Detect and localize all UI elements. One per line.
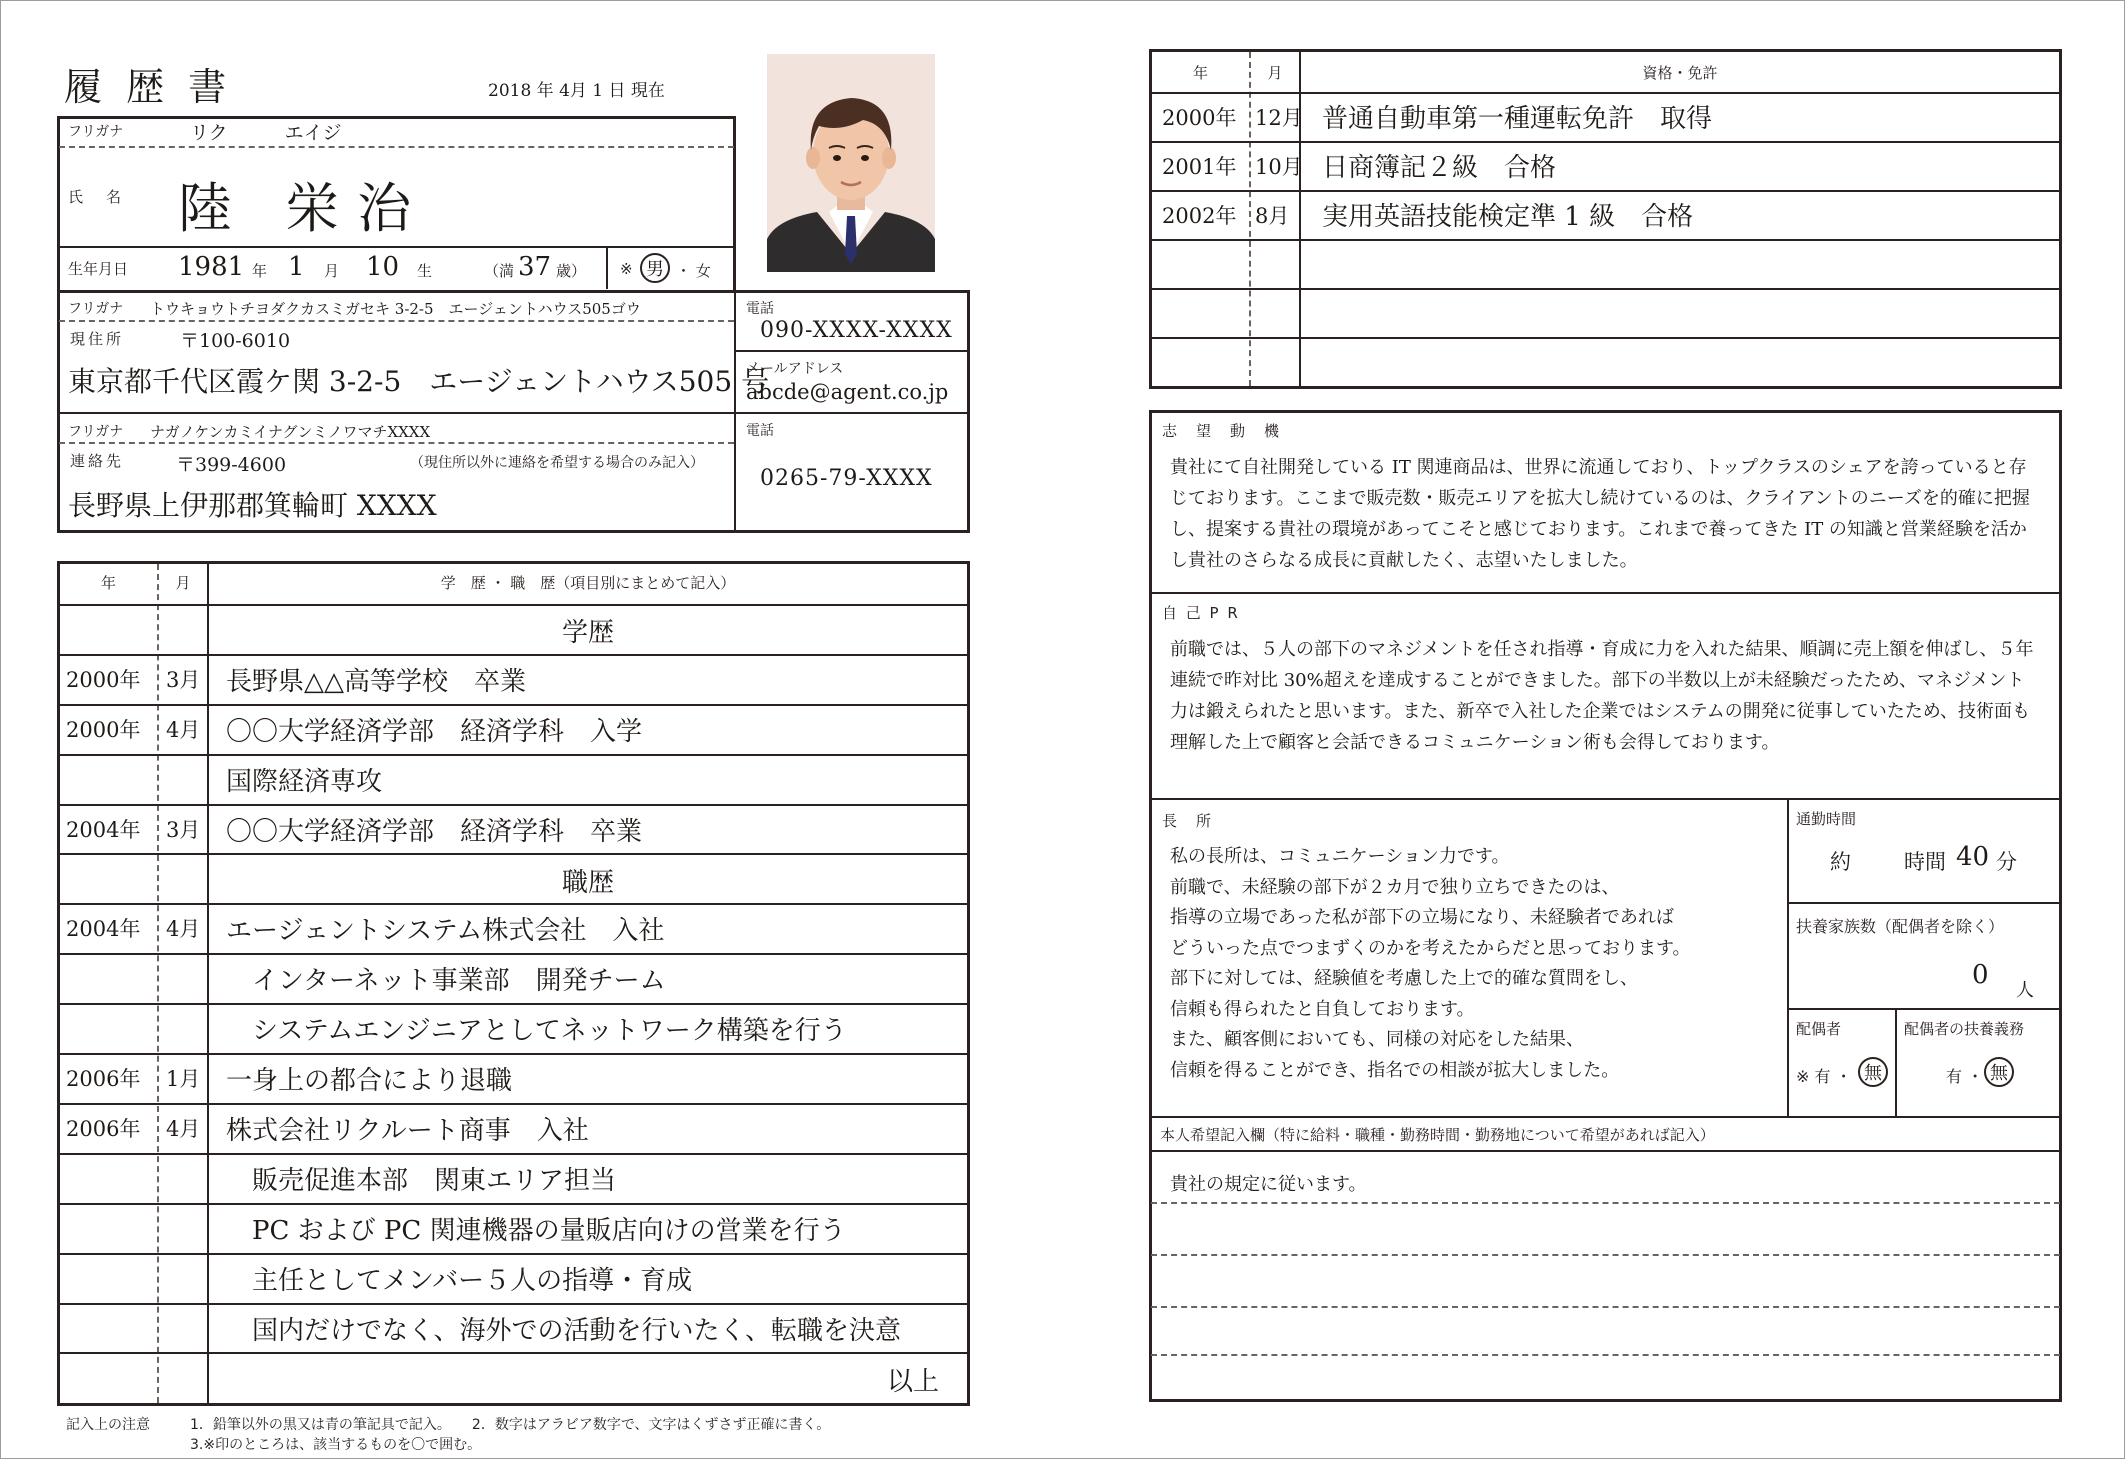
licenses-col-content: 資格・免許 — [1642, 64, 1718, 82]
history-row — [60, 903, 967, 953]
dependents-value: 0 — [1972, 960, 1989, 990]
notes-label: 記入上の注意 — [66, 1417, 150, 1433]
commute-prefix: 約 — [1830, 850, 1851, 874]
history-year: 2006年 — [66, 1067, 141, 1092]
license-entry: 実用英語技能検定準 1 級 合格 — [1322, 202, 1694, 232]
history-entry: システムエンジニアとしてネットワーク構築を行う — [226, 1016, 847, 1047]
contact-note: （現住所以外に連絡を希望する場合のみ記入） — [410, 455, 704, 471]
spouse-prefix: ※ 有 ・ — [1796, 1067, 1852, 1086]
history-month: 4月 — [166, 1117, 201, 1141]
contact-phone-label: 電話 — [746, 423, 774, 439]
divider — [59, 412, 968, 414]
motivation-label: 志 望 動 機 — [1162, 422, 1282, 440]
history-year: 2006年 — [66, 1117, 141, 1141]
license-year: 2001年 — [1162, 155, 1237, 179]
history-month: 3月 — [166, 667, 201, 692]
wishes-text: 貴社の規定に従います。 — [1170, 1174, 1367, 1195]
history-row — [60, 654, 967, 704]
spouse-none-circled: 無 — [1858, 1057, 1888, 1087]
notes-line-2: 3.※印のところは、該当するものを〇で囲む。 — [190, 1437, 482, 1453]
license-year: 2002年 — [1162, 204, 1237, 228]
history-entry: エージェントシステム株式会社 入社 — [226, 916, 665, 947]
date-current: 2018 年 4月 1 日 現在 — [488, 81, 665, 101]
history-entry: 販売促進本部 関東エリア担当 — [226, 1165, 617, 1196]
divider — [1789, 902, 2060, 904]
license-row — [1152, 190, 2059, 239]
history-entry: 株式会社リクルート商事 入社 — [226, 1116, 589, 1146]
birth-month: 1 — [288, 252, 305, 282]
address-value: 東京都千代区霞ケ関 3-2-5 エージェントハウス505 号 — [68, 365, 770, 398]
licenses-table — [1149, 49, 2062, 389]
support-prefix: 有 ・ — [1946, 1067, 1984, 1086]
address-postal: 〒100-6010 — [180, 330, 291, 352]
history-entry: 〇〇大学経済学部 経済学科 入学 — [226, 716, 643, 747]
history-row — [60, 1303, 967, 1353]
divider — [1151, 1202, 2060, 1204]
history-year: 2004年 — [66, 817, 141, 842]
pr-text: 前職では、５人の部下のマネジメントを任され指導・育成に力を入れた結果、順調に売上額を伸ばし、５年連続で昨対比 30%超えを達成することができました。部下の半数以上が未経験だったため、マネジメント力は鍛えられたと思います。また、新卒で入社した企業ではシステムの開発に従事していたため、技術面も理解した上で顧客と会話できるコミュニケーション術も会得しております。 — [1170, 639, 2034, 753]
email-value: abcde@agent.co.jp — [746, 380, 949, 404]
license-month: 10月 — [1255, 155, 1303, 179]
age-value: 37 — [518, 252, 552, 282]
dependents-label: 扶養家族数（配偶者を除く） — [1796, 917, 2005, 936]
history-month: 1月 — [166, 1067, 201, 1092]
history-entry: PC および PC 関連機器の量販店向けの営業を行う — [226, 1215, 846, 1246]
history-table — [57, 561, 970, 1406]
history-entry: 国際経済専攻 — [226, 766, 383, 797]
license-row — [1152, 92, 2059, 141]
history-row — [60, 804, 967, 854]
history-section-heading: 学歴 — [561, 618, 614, 648]
gender-male-circled: 男 — [640, 253, 670, 283]
applicant-photo — [767, 54, 935, 272]
address-label: 現住所 — [70, 330, 125, 348]
history-year: 2004年 — [66, 917, 141, 942]
divider — [1151, 798, 2060, 800]
divider — [59, 246, 734, 248]
commute-minutes: 40 — [1956, 842, 1990, 872]
license-month: 8月 — [1255, 204, 1290, 228]
history-entry: 一身上の都合により退職 — [226, 1066, 513, 1097]
license-entry: 日商簿記２級 合格 — [1322, 153, 1557, 183]
strength-text — [1170, 842, 1790, 1086]
dependents-unit: 人 — [2016, 980, 2034, 1001]
strength-line: 指導の立場であった私が部下の立場になり、未経験者であれば — [1170, 907, 1674, 928]
motivation-text: 貴社にて自社開発している IT 関連商品は、世界に流通しており、トップクラスのシェアを誇っていると存じております。ここまで販売数・販売エリアを拡大し続けているのは、クライアントのニーズを的確に把握し、提案する貴社の環境があってこそと感じております。これまで養ってきた IT の知識と営業経験を活かし貴社のさらなる成長に貢献したく、志望いたしました。 — [1170, 457, 2030, 571]
person-portrait-icon — [767, 54, 935, 272]
contact-postal: 〒399-4600 — [176, 454, 287, 476]
strength-line: 前職で、未経験の部下が２カ月で独り立ちできたのは、 — [1170, 876, 1620, 898]
history-entry: 主任としてメンバー５人の指導・育成 — [226, 1265, 693, 1296]
strength-line: 私の長所は、コミュニケーション力です。 — [1170, 846, 1510, 867]
history-entry: 以上 — [886, 1366, 939, 1397]
history-entry: 国内だけでなく、海外での活動を行いたく、転職を決意 — [226, 1315, 901, 1346]
divider — [59, 146, 734, 148]
license-entry: 普通自動車第一種運転免許 取得 — [1322, 104, 1713, 134]
history-month: 3月 — [166, 817, 201, 842]
address-furigana-label: フリガナ — [68, 301, 124, 317]
history-month: 4月 — [166, 917, 201, 942]
divider — [1151, 1354, 2060, 1356]
history-entry: 長野県△△高等学校 卒業 — [226, 666, 526, 697]
spouse-label: 配偶者 — [1796, 1020, 1842, 1038]
history-year: 2000年 — [66, 667, 141, 692]
divider — [59, 442, 734, 444]
divider — [606, 248, 608, 289]
strength-line: 信頼を得ることができ、指名での相談が拡大しました。 — [1170, 1059, 1620, 1081]
history-row — [60, 854, 967, 904]
history-row — [60, 1003, 967, 1053]
name-furigana-label: フリガナ — [68, 124, 124, 140]
license-year: 2000年 — [1162, 106, 1237, 130]
strength-line: 部下に対しては、経験値を考慮した上で的確な質問をし、 — [1170, 968, 1638, 989]
birth-day: 10 — [366, 252, 400, 282]
gender-mark: ※ — [620, 260, 633, 278]
support-none-circled: 無 — [1984, 1057, 2014, 1087]
license-month: 12月 — [1255, 106, 1303, 130]
gender-female: ・ 女 — [676, 262, 711, 280]
contact-value: 長野県上伊那郡箕輪町 XXXX — [68, 489, 437, 522]
divider — [736, 350, 968, 352]
license-row — [1152, 239, 2059, 288]
contact-furigana-label: フリガナ — [68, 424, 124, 440]
address-phone: 090-XXXX-XXXX — [760, 318, 953, 343]
licenses-col-year: 年 — [1192, 64, 1208, 82]
divider — [1789, 1008, 2060, 1010]
license-row — [1152, 337, 2059, 386]
license-row — [1152, 141, 2059, 190]
document-title: 履 歴 書 — [64, 65, 233, 109]
divider — [1151, 1306, 2060, 1308]
history-col-month: 月 — [175, 574, 191, 592]
commute-hours-unit: 時間 — [1904, 850, 1946, 874]
address-furigana: トウキョウトチヨダクカスミガセキ 3-2-5 エージェントハウス505ゴウ — [150, 300, 641, 318]
history-row — [60, 1053, 967, 1103]
contact-furigana: ナガノケンカミイナグンミノワマチXXXX — [150, 423, 431, 441]
name-label: 氏 名 — [68, 188, 126, 206]
strength-line: どういった点でつまずくのかを考えたからだと思っております。 — [1170, 937, 1691, 959]
commute-minutes-unit: 分 — [1996, 850, 2017, 874]
history-col-content: 学 歴 ・ 職 歴（項目別にまとめて記入） — [440, 574, 736, 592]
history-row — [60, 953, 967, 1003]
history-row — [60, 1103, 967, 1153]
history-section-heading: 職歴 — [561, 867, 614, 898]
history-entry: インターネット事業部 開発チーム — [226, 966, 666, 997]
age-prefix: （満 — [484, 262, 515, 280]
divider — [1151, 592, 2060, 594]
divider — [59, 320, 734, 322]
pr-label: 自 己 P R — [1162, 604, 1240, 622]
birth-month-unit: 月 — [324, 262, 340, 280]
license-row — [1152, 288, 2059, 337]
birth-suffix: 生 — [417, 262, 433, 280]
history-row — [60, 1203, 967, 1253]
contact-phone: 0265-79-XXXX — [760, 466, 933, 491]
birth-year-unit: 年 — [252, 262, 268, 280]
divider — [1151, 1150, 2060, 1152]
contact-label: 連絡先 — [70, 452, 125, 470]
history-entry: 〇〇大学経済学部 経済学科 卒業 — [226, 816, 643, 847]
licenses-col-month: 月 — [1267, 64, 1283, 82]
commute-label: 通勤時間 — [1796, 810, 1857, 828]
divider — [1151, 1116, 2060, 1118]
strength-line: また、顧客側においても、同様の対応をした結果、 — [1170, 1029, 1584, 1050]
history-row — [60, 704, 967, 754]
history-row — [60, 604, 967, 654]
birth-label: 生年月日 — [68, 260, 129, 278]
history-col-year: 年 — [100, 574, 116, 592]
divider — [1895, 1010, 1897, 1117]
wishes-label: 本人希望記入欄（特に給料・職種・勤務時間・勤務地について希望があれば記入） — [1160, 1126, 1715, 1144]
email-label: メールアドレス — [746, 361, 844, 377]
support-label: 配偶者の扶養義務 — [1904, 1020, 2025, 1038]
history-month: 4月 — [166, 717, 201, 742]
strength-label: 長 所 — [1162, 812, 1214, 830]
notes-line-1: 1．鉛筆以外の黒又は青の筆記具で記入。 2．数字はアラビア数字で、文字はくずさず正確に書く。 — [190, 1417, 831, 1433]
divider — [1151, 1254, 2060, 1256]
history-year: 2000年 — [66, 717, 141, 742]
divider — [1787, 800, 1789, 1117]
birth-year: 1981 — [178, 252, 245, 282]
applicant-name: 陸 栄治 — [178, 177, 430, 240]
history-row — [60, 1353, 967, 1403]
history-row — [60, 1253, 967, 1303]
name-reading: リク エイジ — [190, 122, 342, 144]
age-suffix: 歳） — [556, 262, 587, 280]
strength-line: 信頼も得られたと自負しております。 — [1170, 998, 1475, 1020]
history-row — [60, 754, 967, 804]
history-row — [60, 1153, 967, 1203]
address-phone-label: 電話 — [746, 301, 774, 317]
